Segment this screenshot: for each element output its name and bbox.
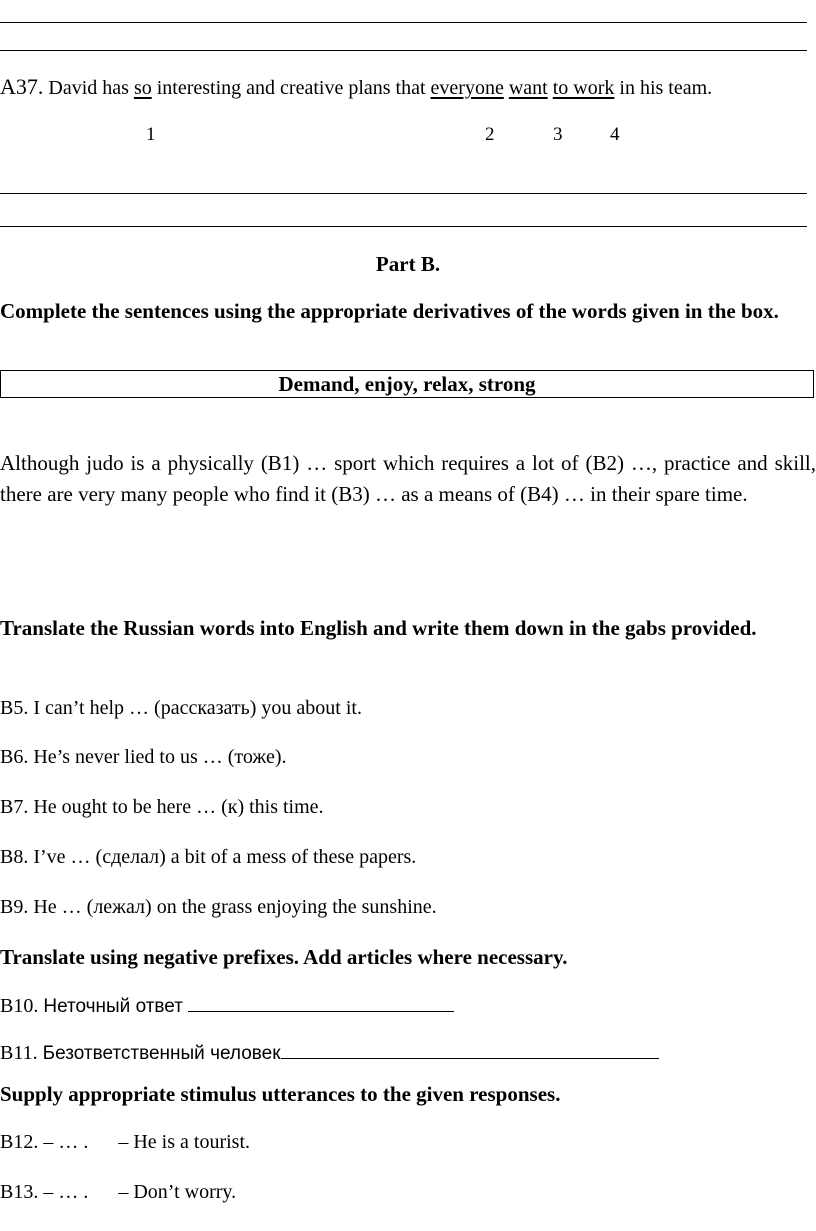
- item-b11-text: Безответственный человек: [42, 1043, 281, 1064]
- underlined-segment-2: everyone: [430, 77, 504, 99]
- item-b11-prefix: B11.: [0, 1042, 43, 1064]
- marker-4: 4: [610, 124, 620, 145]
- section-title: Part B.: [375, 252, 441, 276]
- sentence-part: David has: [48, 77, 129, 99]
- item-b8: B8. I’ve … (сделал) a bit of a mess of these papers.: [0, 846, 417, 868]
- item-b12-stimulus: B12. – … .: [0, 1131, 89, 1153]
- marker-2: 2: [485, 124, 495, 145]
- answer-line-top-1: [0, 22, 807, 23]
- item-b10: [0, 993, 454, 1018]
- item-b12: [0, 1131, 250, 1154]
- sentence-part: interesting and creative plans that: [156, 77, 426, 99]
- judo-paragraph: Although judo is a physically (B1) … sport which requires a lot of (B2) …, practice and skill, there are very many people who find it (B3) … as a means of (B4) … in their spare time.: [0, 451, 816, 506]
- instruction-translate-russian: Translate the Russian words into English and write them down in the gabs provided.: [0, 616, 757, 640]
- word-box: Demand, enjoy, relax, strong: [0, 370, 814, 398]
- answer-blank-b11[interactable]: [281, 1040, 659, 1059]
- item-b6: B6. He’s never lied to us … (тоже).: [0, 746, 287, 768]
- question-number: A37.: [0, 74, 44, 99]
- item-b11: [0, 1040, 659, 1065]
- item-b5: B5. I can’t help … (рассказать) you about it.: [0, 697, 362, 719]
- answer-blank-b10[interactable]: [188, 993, 454, 1012]
- item-b13: [0, 1181, 236, 1204]
- underlined-segment-1: so: [133, 77, 152, 99]
- instruction-stimulus: Supply appropriate stimulus utterances to the given responses.: [0, 1082, 561, 1106]
- item-b10-prefix: B10.: [0, 995, 44, 1017]
- item-b13-stimulus: B13. – … .: [0, 1181, 89, 1203]
- item-b13-response: – Don’t worry.: [118, 1181, 237, 1203]
- underlined-segment-4: to work: [552, 77, 615, 99]
- answer-line-2: [0, 226, 807, 227]
- question-a37: [0, 74, 712, 100]
- item-b7: B7. He ought to be here … (к) this time.: [0, 796, 324, 818]
- instruction-derivatives: Complete the sentences using the appropriate derivatives of the words given in the box.: [0, 299, 779, 323]
- instruction-negative-prefixes: Translate using negative prefixes. Add articles where necessary.: [0, 945, 568, 969]
- sentence-part: in his team.: [619, 77, 713, 99]
- answer-line-top-2: [0, 50, 807, 51]
- marker-3: 3: [553, 124, 563, 145]
- item-b9: B9. He … (лежал) on the grass enjoying the sunshine.: [0, 896, 437, 918]
- underlined-segment-3: want: [508, 77, 548, 99]
- item-b12-response: – He is a tourist.: [118, 1131, 250, 1153]
- item-b10-text: Неточный ответ: [43, 996, 183, 1017]
- marker-1: 1: [146, 124, 156, 145]
- answer-line-1: [0, 193, 807, 194]
